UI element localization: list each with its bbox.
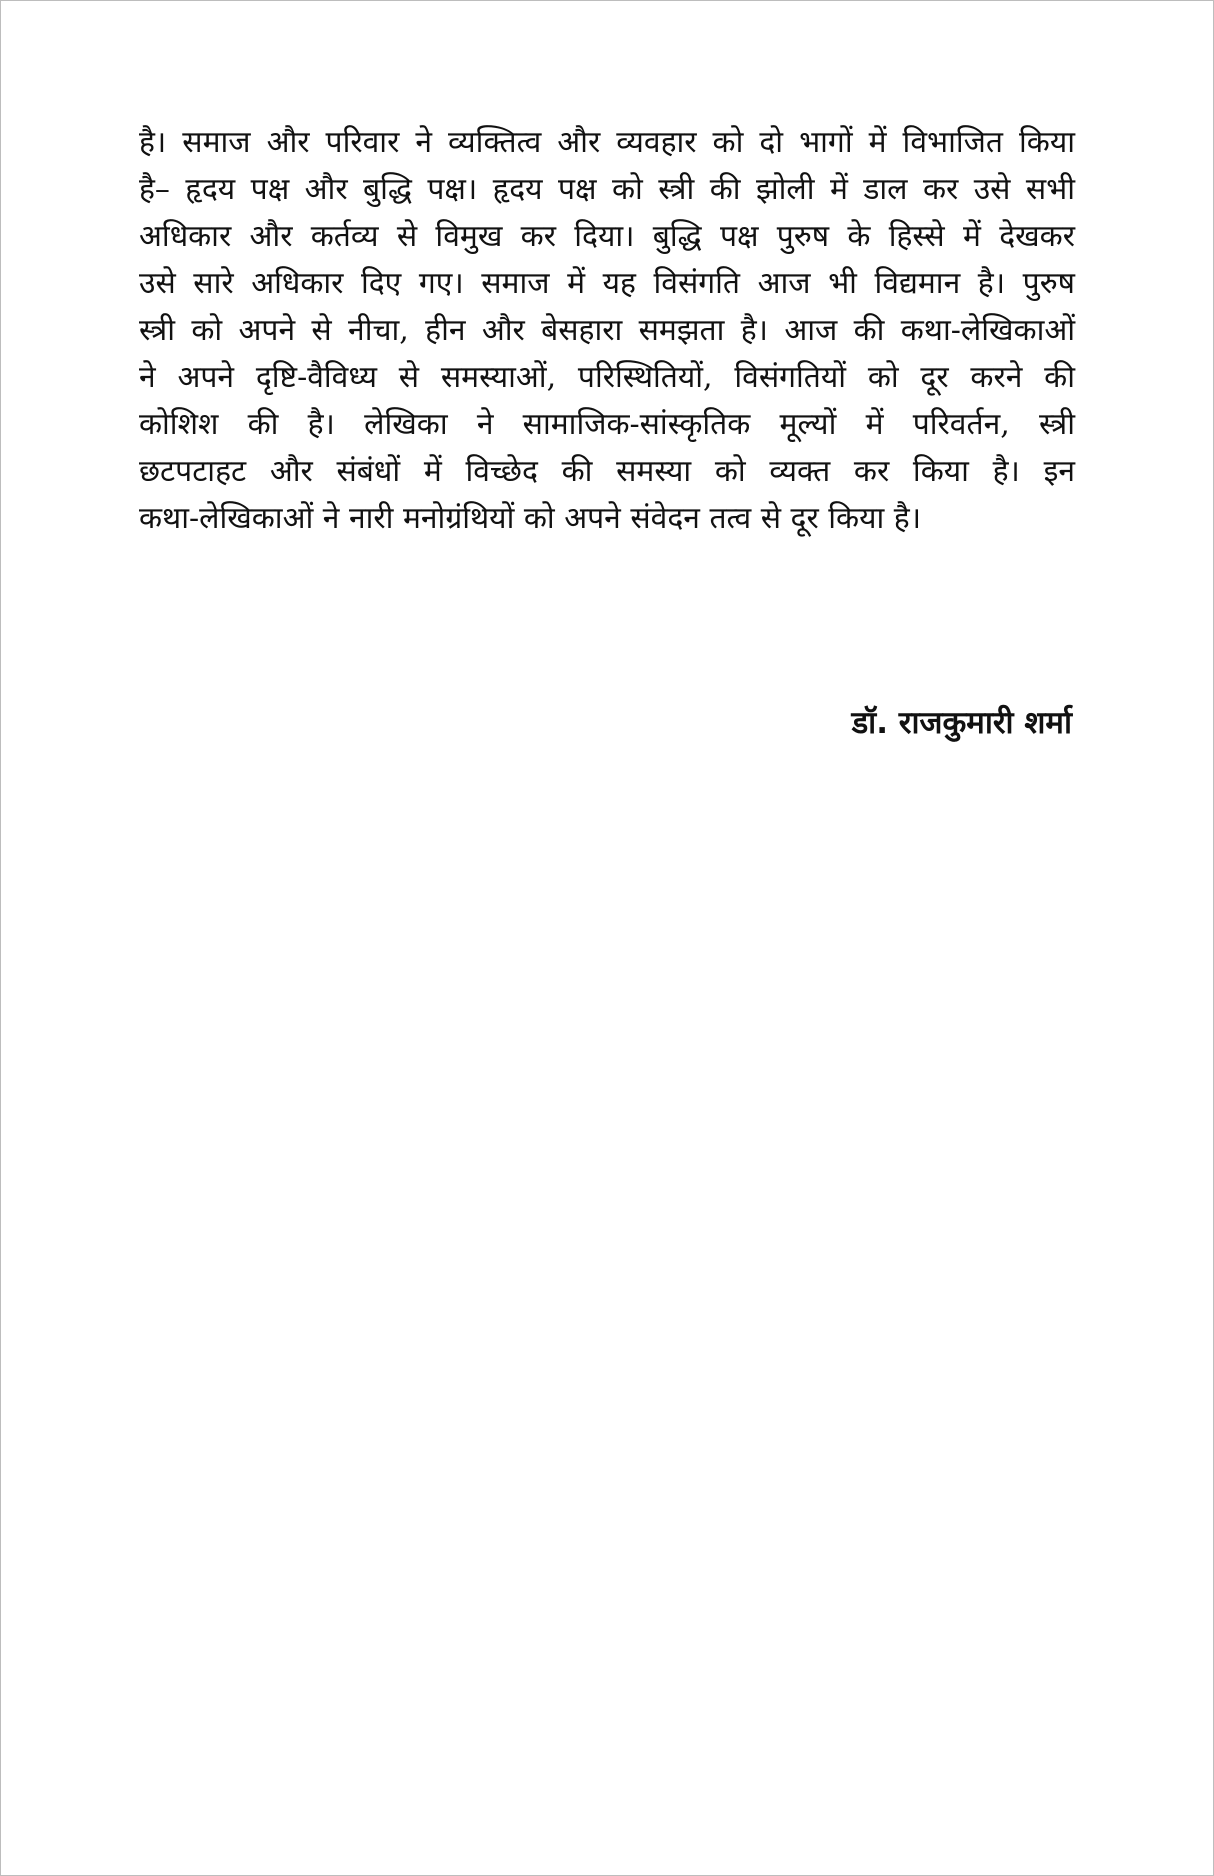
paragraph-line: है– हृदय पक्ष और बुद्धि पक्ष। हृदय पक्ष को स्त्री की झोली में डाल कर उसे सभी xyxy=(139,172,1075,207)
paragraph-line: स्त्री को अपने से नीचा, हीन और बेसहारा समझता है। आज की कथा-लेखिकाओं xyxy=(139,313,1075,348)
paragraph-line: उसे सारे अधिकार दिए गए। समाज में यह विसंगति आज भी विद्यमान है। पुरुष xyxy=(139,266,1075,301)
paragraph-line: कथा-लेखिकाओं ने नारी मनोग्रंथियों को अपने संवेदन तत्व से दूर किया है। xyxy=(139,501,922,536)
paragraph-line: है। समाज और परिवार ने व्यक्तित्व और व्यवहार को दो भागों में विभाजित किया xyxy=(139,125,1075,160)
author-signature: डॉ. राजकुमारी शर्मा xyxy=(851,705,1072,741)
paragraph-line: ने अपने दृष्टि-वैविध्य से समस्याओं, परिस्थितियों, विसंगतियों को दूर करने की xyxy=(139,360,1075,395)
paragraph-line: अधिकार और कर्तव्य से विमुख कर दिया। बुद्धि पक्ष पुरुष के हिस्से में देखकर xyxy=(139,219,1075,254)
paragraph-line: कोशिश की है। लेखिका ने सामाजिक-सांस्कृतिक मूल्यों में परिवर्तन, स्त्री xyxy=(139,407,1075,442)
paragraph-line: छटपटाहट और संबंधों में विच्छेद की समस्या को व्यक्त कर किया है। इन xyxy=(139,454,1075,489)
body-paragraph xyxy=(139,119,1075,542)
